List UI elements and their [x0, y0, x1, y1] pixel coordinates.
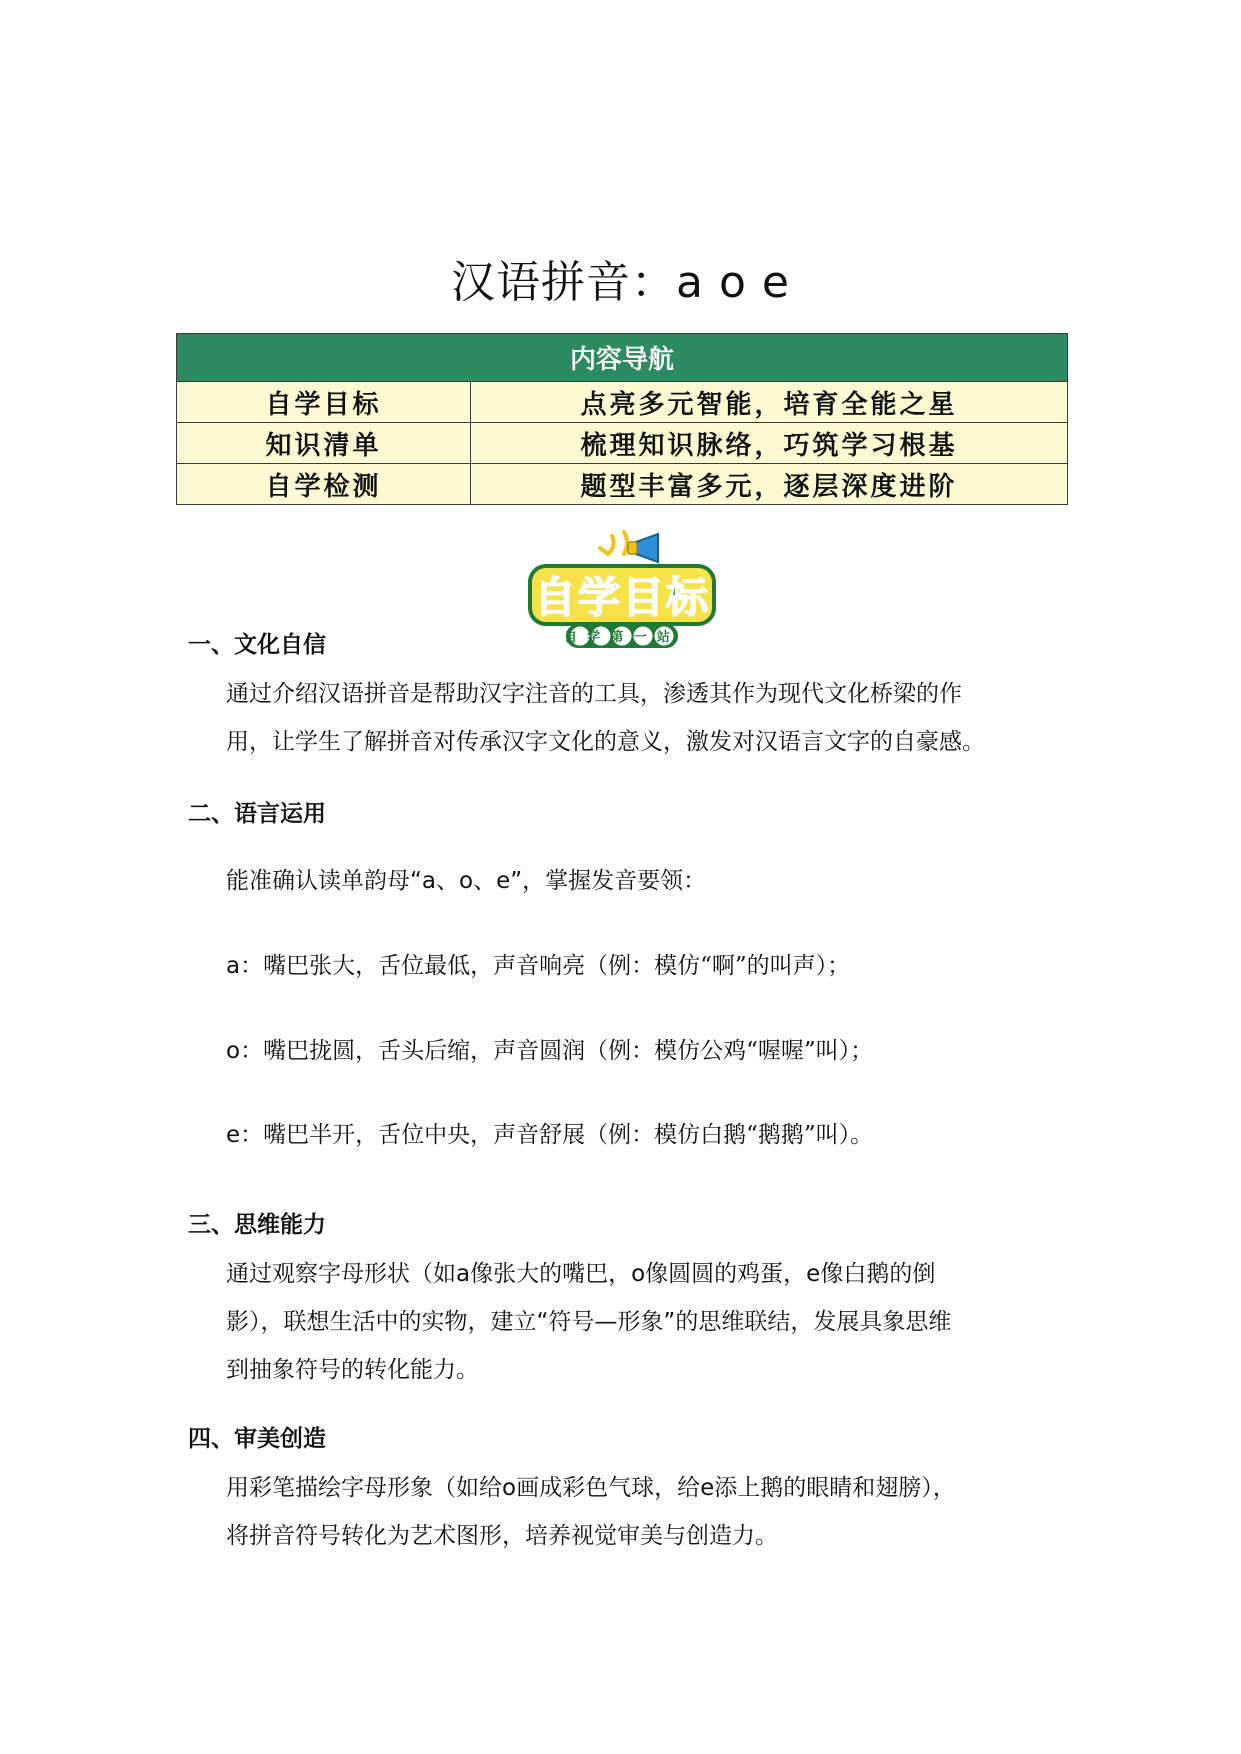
- section-heading: 三、思维能力: [188, 1212, 326, 1238]
- paragraph-line: 到抽象符号的转化能力。: [226, 1357, 479, 1383]
- paragraph-line: 用，让学生了解拼音对传承汉字文化的意义，激发对汉语言文字的自豪感。: [226, 729, 985, 755]
- self-study-goal-badge: [524, 528, 720, 654]
- item-example: （例：模仿“啊”的叫声）；: [585, 953, 851, 979]
- paragraph-line: 用彩笔描绘字母形象（如给o画成彩色气球，给e添上鹅的眼睛和翅膀），: [226, 1475, 956, 1501]
- nav-label: 自学检测: [177, 464, 471, 505]
- item-text: o：嘴巴拢圆，舌头后缩，声音圆润: [226, 1038, 586, 1064]
- paragraph-line: 影），联想生活中的实物，建立“符号—形象”的思维联结，发展具象思维: [226, 1309, 952, 1335]
- item-text: e：嘴巴半开，舌位中央，声音舒展: [226, 1122, 586, 1148]
- sparkle-icon: [600, 532, 627, 554]
- nav-label: 知识清单: [177, 423, 471, 464]
- badge-main-text: 自学目标: [533, 573, 711, 622]
- nav-desc: 点亮多元智能，培育全能之星: [471, 382, 1068, 423]
- badge-sub-text: 自学第一站: [563, 630, 681, 645]
- content-nav-table: [176, 333, 1068, 505]
- section-heading: 四、审美创造: [188, 1426, 326, 1452]
- megaphone-icon: [628, 534, 658, 562]
- item-text: a：嘴巴张大，舌位最低，声音响亮: [226, 953, 586, 979]
- list-item: [226, 1111, 1056, 1159]
- item-example: （例：模仿白鹅“鹅鹅”叫）。: [585, 1122, 874, 1148]
- section-intro: 能准确认读单韵母“a、o、e”，掌握发音要领：: [226, 868, 707, 894]
- nav-row: [177, 382, 1068, 423]
- section-heading: 二、语言运用: [188, 801, 326, 827]
- nav-desc: 题型丰富多元，逐层深度进阶: [471, 464, 1068, 505]
- nav-row: [177, 464, 1068, 505]
- section-paragraph: [226, 1464, 1056, 1560]
- nav-header: 内容导航: [177, 334, 1068, 382]
- list-item: [226, 1027, 1056, 1075]
- paragraph-line: 通过观察字母形状（如a像张大的嘴巴，o像圆圆的鸡蛋，e像白鹅的倒: [226, 1261, 936, 1287]
- section-paragraph: [226, 1250, 1056, 1394]
- page-title: 汉语拼音：a o e: [451, 257, 790, 308]
- nav-label: 自学目标: [177, 382, 471, 423]
- nav-row: [177, 423, 1068, 464]
- list-item: [226, 942, 1056, 990]
- section-paragraph: [226, 670, 1056, 766]
- section-heading: 一、文化自信: [188, 632, 326, 658]
- item-example: （例：模仿公鸡“喔喔”叫）；: [585, 1038, 874, 1064]
- nav-desc: 梳理知识脉络，巧筑学习根基: [471, 423, 1068, 464]
- paragraph-line: 通过介绍汉语拼音是帮助汉字注音的工具，渗透其作为现代文化桥梁的作: [226, 681, 962, 707]
- paragraph-line: 将拼音符号转化为艺术图形，培养视觉审美与创造力。: [226, 1523, 778, 1549]
